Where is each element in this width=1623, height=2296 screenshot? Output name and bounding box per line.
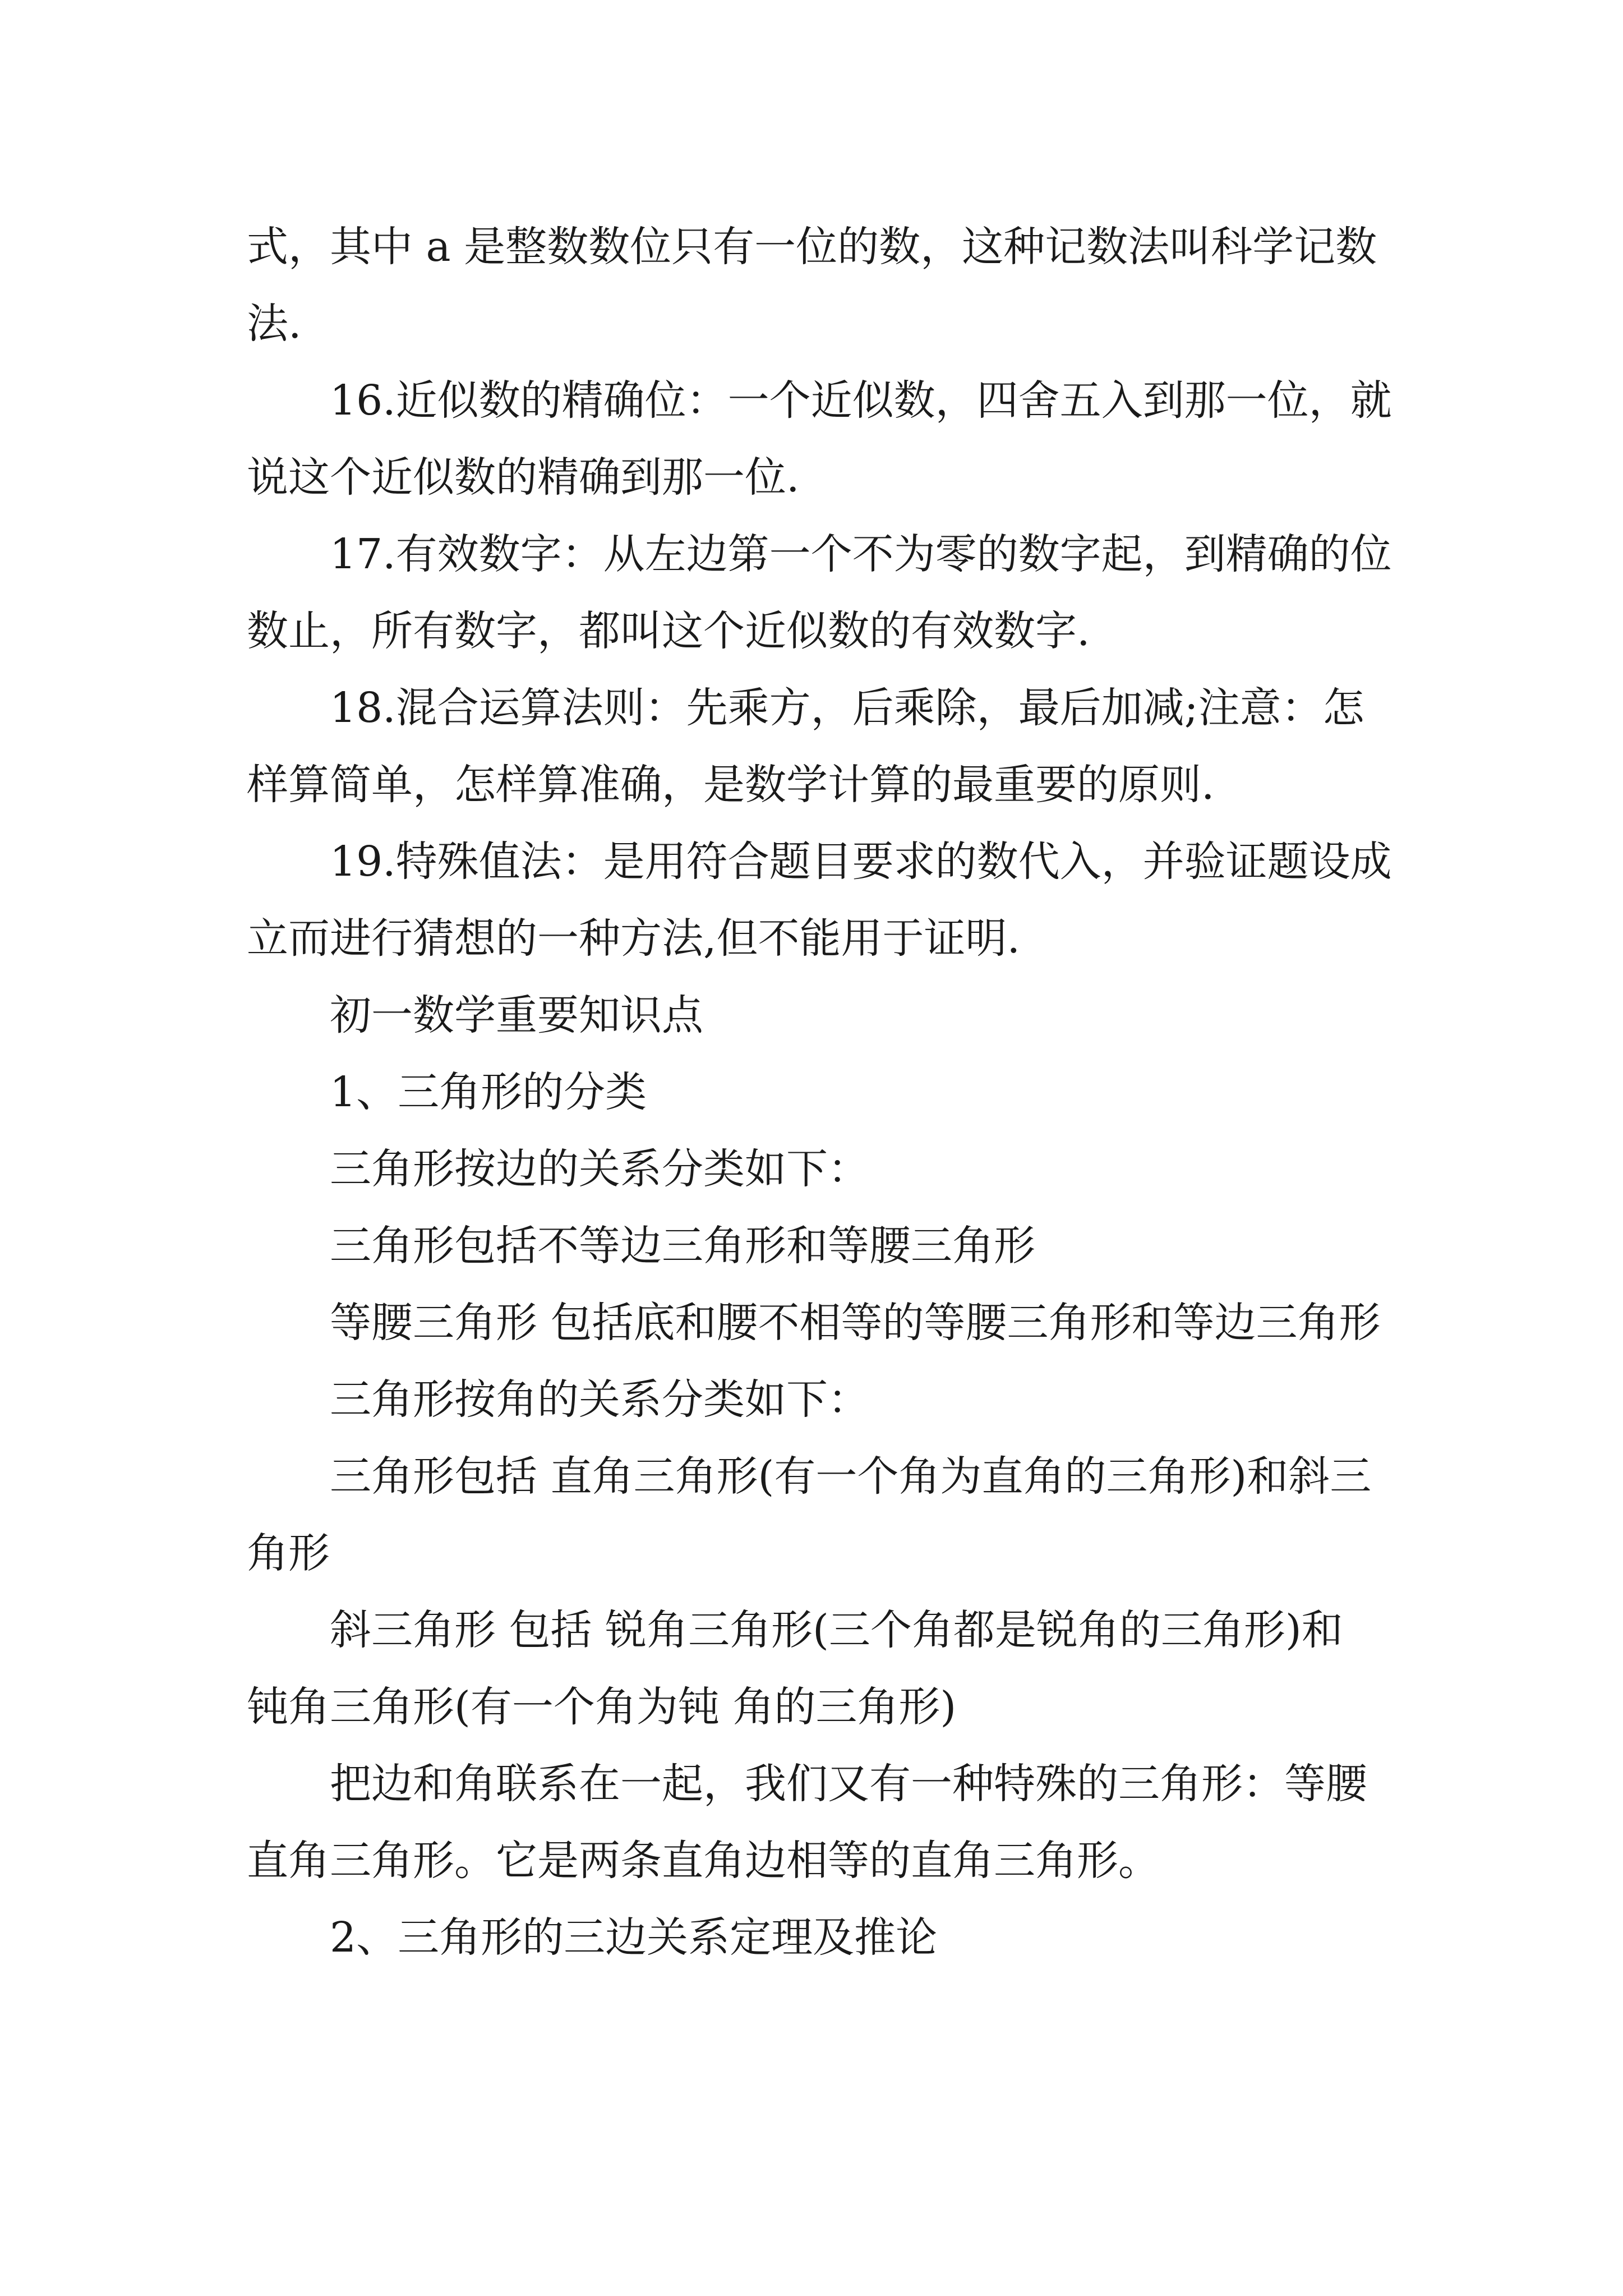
paragraph-angles-categories: 三角形包括 直角三角形(有一个角为直角的三角形)和斜三角形 [247, 1452, 1372, 1577]
paragraph-item-16: 16.近似数的精确位：一个近似数，四舍五入到那一位，就说这个近似数的精确到那一位. [247, 376, 1392, 501]
subheading-three-sides-theorem: 2、三角形的三边关系定理及推论 [330, 1913, 938, 1962]
paragraph-item-18: 18.混合运算法则：先乘方，后乘除，最后加减;注意：怎样算简单，怎样算准确，是数学计算的最重要的原则. [247, 684, 1364, 809]
subheading-triangle-classification: 1、三角形的分类 [330, 1068, 647, 1116]
paragraph-isosceles: 等腰三角形 包括底和腰不相等的等腰三角形和等边三角形 [330, 1299, 1381, 1347]
paragraph-sides-categories: 三角形包括不等边三角形和等腰三角形 [330, 1222, 1035, 1270]
paragraph-isosceles-right: 把边和角联系在一起，我们又有一种特殊的三角形：等腰直角三角形。它是两条直角边相等的直角三角形。 [247, 1760, 1367, 1885]
paragraph-item-17: 17.有效数字：从左边第一个不为零的数字起，到精确的位数止，所有数字，都叫这个近似数的有效数字. [247, 530, 1392, 655]
paragraph-by-angles: 三角形按角的关系分类如下： [330, 1375, 869, 1424]
paragraph-scientific-notation: 式，其中 a 是整数数位只有一位的数，这种记数法叫科学记数法. [247, 223, 1377, 348]
document-body [247, 209, 1396, 1976]
section-heading: 初一数学重要知识点 [330, 991, 703, 1039]
paragraph-by-sides: 三角形按边的关系分类如下： [330, 1145, 869, 1193]
paragraph-oblique: 斜三角形 包括 锐角三角形(三个角都是锐角的三角形)和 钝角三角形(有一个角为钝 角的三角形) [247, 1606, 1343, 1731]
paragraph-item-19: 19.特殊值法：是用符合题目要求的数代入，并验证题设成立而进行猜想的一种方法,但不能用于证明. [247, 838, 1392, 963]
